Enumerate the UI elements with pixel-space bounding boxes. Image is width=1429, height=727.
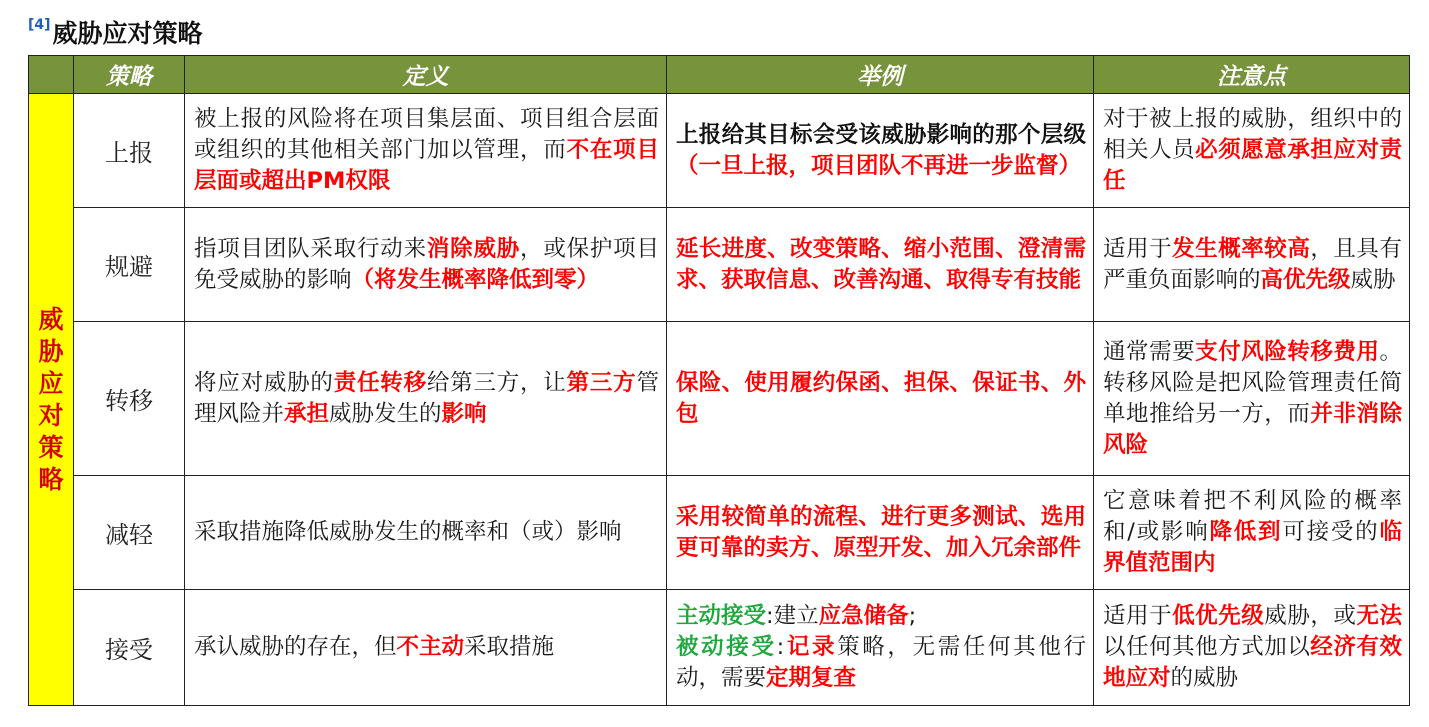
definition-cell: 将应对威胁的责任转移给第三方，让第三方管理风险并承担威胁发生的影响: [185, 322, 667, 476]
definition-cell: 被上报的风险将在项目集层面、项目组合层面或组织的其他相关部门加以管理，而不在项目层面或超出PM权限: [185, 94, 667, 208]
table-row: [29, 94, 1410, 208]
category-label: 威胁应对策略: [38, 304, 64, 494]
threat-response-table: [28, 55, 1410, 706]
header-definition: 定义: [185, 56, 667, 94]
example-cell: 保险、使用履约保函、担保、保证书、外包: [667, 322, 1094, 476]
strategy-name: 规避: [74, 208, 185, 322]
header-strategy: 策略: [74, 56, 185, 94]
table-row: [29, 476, 1410, 590]
strategy-name: 转移: [74, 322, 185, 476]
notes-cell: 它意味着把不利风险的概率和/或影响降低到可接受的临界值范围内: [1094, 476, 1410, 590]
definition-cell: 采取措施降低威胁发生的概率和（或）影响: [185, 476, 667, 590]
definition-cell: 承认威胁的存在，但不主动采取措施: [185, 590, 667, 706]
notes-cell: 通常需要支付风险转移费用。转移风险是把风险管理责任简单地推给另一方，而并非消除风险: [1094, 322, 1410, 476]
header-example: 举例: [667, 56, 1094, 94]
notes-cell: 适用于低优先级威胁，或无法以任何其他方式加以经济有效地应对的威胁: [1094, 590, 1410, 706]
table-row: [29, 208, 1410, 322]
table-row: [29, 590, 1410, 706]
category-cell: [29, 94, 74, 706]
strategy-name: 减轻: [74, 476, 185, 590]
example-cell: 主动接受:建立应急储备; 被动接受:记录策略，无需任何其他行动，需要定期复查: [667, 590, 1094, 706]
strategy-name: 上报: [74, 94, 185, 208]
example-cell: 延长进度、改变策略、缩小范围、澄清需求、获取信息、改善沟通、取得专有技能: [667, 208, 1094, 322]
notes-cell: 适用于发生概率较高，且具有严重负面影响的高优先级威胁: [1094, 208, 1410, 322]
definition-cell: 指项目团队采取行动来消除威胁，或保护项目免受威胁的影响（将发生概率降低到零）: [185, 208, 667, 322]
page-title: [28, 14, 203, 50]
title-text: 威胁应对策略: [52, 19, 203, 48]
table-row: [29, 322, 1410, 476]
header-notes: 注意点: [1094, 56, 1410, 94]
strategy-name: 接受: [74, 590, 185, 706]
header-corner: [29, 56, 74, 94]
notes-cell: 对于被上报的威胁，组织中的相关人员必须愿意承担应对责任: [1094, 94, 1410, 208]
example-cell: 上报给其目标会受该威胁影响的那个层级（一旦上报，项目团队不再进一步监督）: [667, 94, 1094, 208]
example-cell: 采用较简单的流程、进行更多测试、选用更可靠的卖方、原型开发、加入冗余部件: [667, 476, 1094, 590]
header-row: [29, 56, 1410, 94]
reference-marker[interactable]: [4]: [28, 16, 51, 33]
